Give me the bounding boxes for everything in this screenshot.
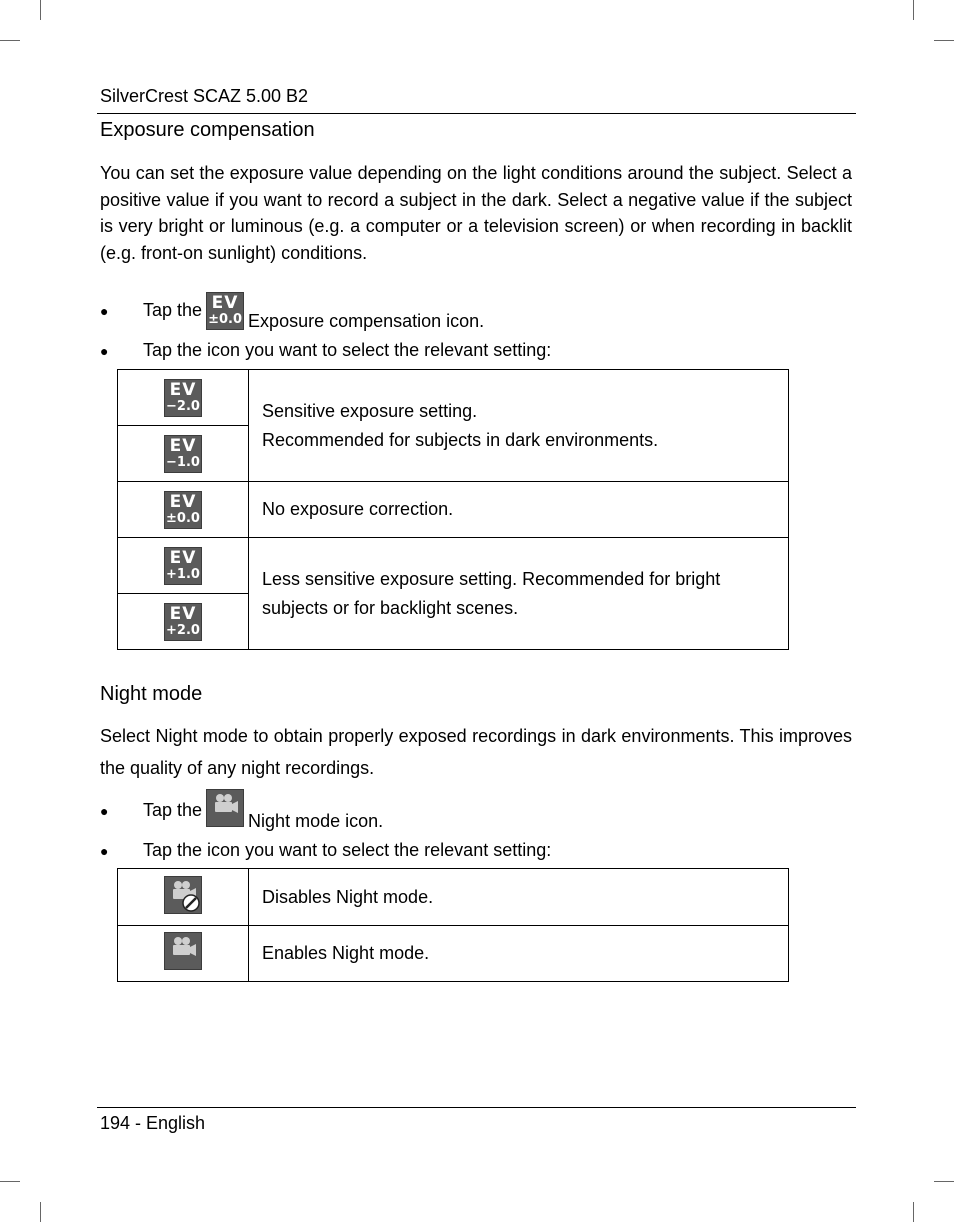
- ev-minus-2-icon[interactable]: EV −2.0: [164, 379, 202, 417]
- crop-mark: [913, 1202, 914, 1222]
- table-cell: [249, 926, 789, 982]
- crop-mark: [934, 40, 954, 41]
- ev-icon: EV ±0.0: [206, 292, 244, 330]
- header-rule: [97, 113, 856, 114]
- crop-mark: [40, 0, 41, 20]
- exposure-paragraph: You can set the exposure value depending on the light conditions around the subject. Select a positive value if you want to record a subject in the dark. Select a negative value if the subject is very bright or luminous (e.g. a computer or a television screen) or when recording in backlit (e.g. front-on sunlight) conditions.: [100, 163, 852, 263]
- desc-positive-line-1: Less sensitive exposure setting. Recommended for bright: [262, 568, 721, 589]
- bullet-text: Tap the icon you want to select the relevant setting:: [143, 840, 552, 860]
- footer-rule: [97, 1107, 856, 1108]
- exposure-bullet-1: [100, 289, 484, 332]
- table-cell: [249, 869, 789, 926]
- bullet-text-post: Exposure compensation icon.: [248, 311, 485, 331]
- desc-negative-line-1: Sensitive exposure setting.: [262, 400, 478, 421]
- table-cell: [118, 538, 249, 594]
- table-cell: [249, 482, 789, 538]
- bullet-icon: ●: [100, 302, 109, 319]
- night-mode-on-icon[interactable]: [164, 932, 202, 975]
- page-header-title: SilverCrest SCAZ 5.00 B2: [100, 86, 309, 106]
- desc-night-on: Enables Night mode.: [262, 943, 430, 963]
- table-cell: [249, 538, 789, 650]
- table-cell: [118, 594, 249, 650]
- bullet-text: Tap the icon you want to select the relevant setting:: [143, 340, 552, 360]
- night-paragraph: Select Night mode to obtain properly exposed recordings in dark environments. This improves the quality of any night recordings.: [100, 726, 852, 778]
- bullet-icon: ●: [100, 842, 109, 859]
- exposure-table: [117, 369, 789, 650]
- table-cell: [118, 426, 249, 482]
- desc-zero: No exposure correction.: [262, 499, 454, 519]
- bullet-text-post: Night mode icon.: [248, 811, 384, 831]
- desc-negative-line-2: Recommended for subjects in dark environments.: [262, 429, 659, 450]
- crop-mark: [0, 40, 20, 41]
- page-footer: 194 - English: [100, 1113, 206, 1133]
- crop-mark: [913, 0, 914, 20]
- table-cell: [249, 370, 789, 482]
- bullet-text-pre: Tap the: [143, 800, 203, 820]
- bullet-text-pre: Tap the: [143, 300, 203, 320]
- desc-positive-line-2: subjects or for backlight scenes.: [262, 597, 519, 618]
- crop-mark: [934, 1181, 954, 1182]
- exposure-bullet-2: [100, 340, 551, 361]
- table-cell: [118, 869, 249, 926]
- crop-mark: [40, 1202, 41, 1222]
- night-mode-off-icon[interactable]: [164, 876, 202, 919]
- night-bullet-2: [100, 840, 551, 861]
- table-cell: [118, 926, 249, 982]
- crop-mark: [0, 1181, 20, 1182]
- ev-plus-1-icon[interactable]: EV +1.0: [164, 547, 202, 585]
- bullet-icon: ●: [100, 342, 109, 359]
- desc-night-off: Disables Night mode.: [262, 886, 434, 907]
- night-bullet-1: [100, 789, 383, 832]
- ev-plus-2-icon[interactable]: EV +2.0: [164, 603, 202, 641]
- ev-zero-icon[interactable]: EV ±0.0: [164, 491, 202, 529]
- night-table: [117, 868, 789, 982]
- bullet-icon: ●: [100, 802, 109, 819]
- ev-minus-1-icon[interactable]: EV −1.0: [164, 435, 202, 473]
- night-heading: Night mode: [100, 683, 203, 705]
- table-cell: [118, 482, 249, 538]
- exposure-heading: Exposure compensation: [100, 119, 315, 141]
- table-cell: [118, 370, 249, 426]
- night-mode-icon: [206, 789, 244, 832]
